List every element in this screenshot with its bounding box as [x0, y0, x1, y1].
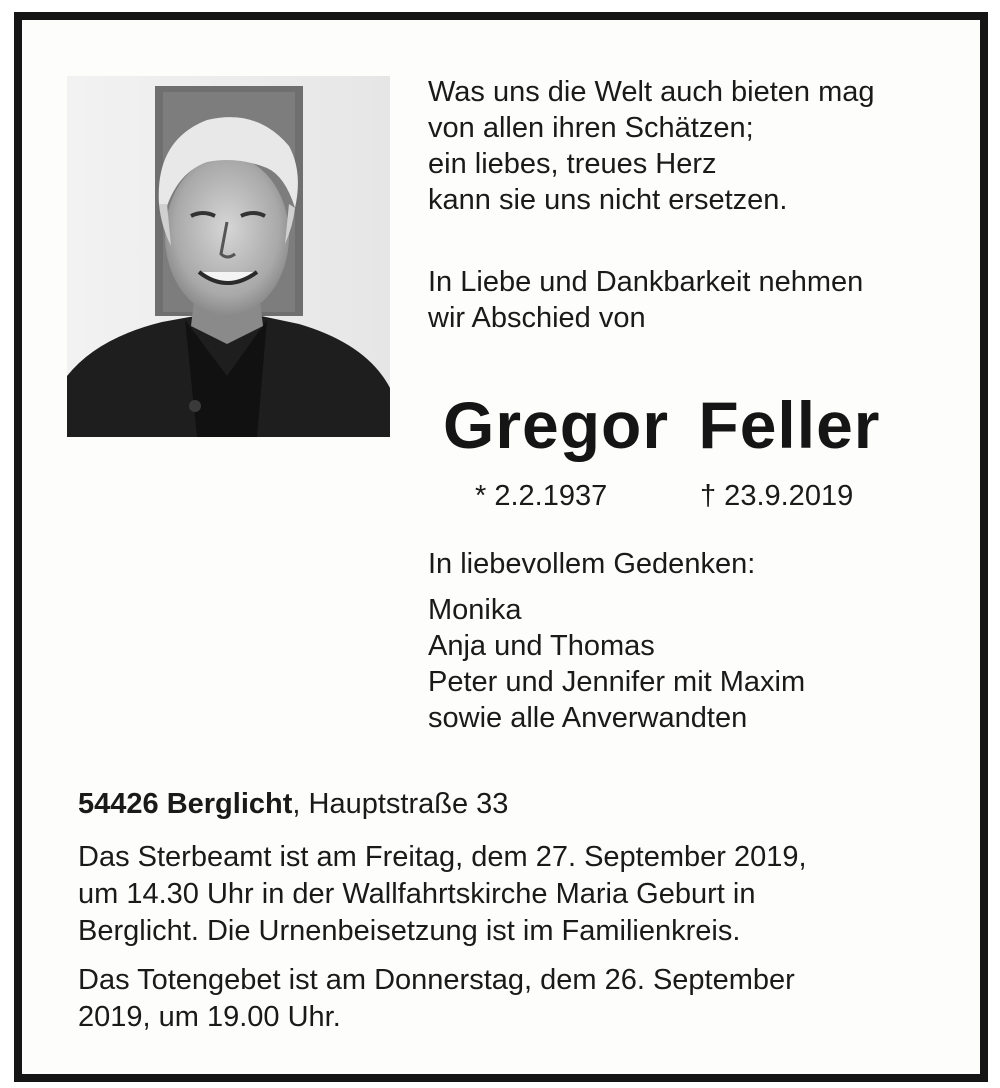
portrait-photo: [67, 76, 390, 437]
prayer-info: [78, 962, 916, 1036]
intro-line: In Liebe und Dankbarkeit nehmen: [428, 266, 864, 298]
poem-line: Was uns die Welt auch bieten mag: [428, 76, 875, 108]
service-line: Berglicht. Die Urnenbeisetzung ist im Familienkreis.: [78, 915, 741, 947]
mourner-entry: sowie alle Anverwandten: [428, 702, 748, 734]
poem: [428, 74, 875, 218]
service-line: um 14.30 Uhr in der Wallfahrtskirche Maria Geburt in: [78, 878, 756, 910]
address-city: 54426 Berglicht: [78, 788, 293, 820]
farewell-intro: [428, 264, 863, 336]
prayer-line: 2019, um 19.00 Uhr.: [78, 1001, 341, 1033]
mourner-entry: Monika: [428, 594, 522, 626]
poem-line: ein liebes, treues Herz: [428, 148, 717, 180]
deceased-name: Gregor Feller: [443, 388, 881, 462]
birth-date: * 2.2.1937: [475, 480, 608, 512]
mourners-list: [428, 592, 805, 736]
intro-line: wir Abschied von: [428, 302, 646, 334]
prayer-line: Das Totengebet ist am Donnerstag, dem 26. September: [78, 964, 795, 996]
service-info: [78, 839, 916, 950]
poem-line: von allen ihren Schätzen;: [428, 112, 754, 144]
memory-label: In liebevollem Gedenken:: [428, 548, 756, 580]
poem-line: kann sie uns nicht ersetzen.: [428, 184, 788, 216]
service-line: Das Sterbeamt ist am Freitag, dem 27. September 2019,: [78, 841, 807, 873]
mourner-entry: Anja und Thomas: [428, 630, 655, 662]
address: [78, 786, 508, 822]
mourner-entry: Peter und Jennifer mit Maxim: [428, 666, 806, 698]
death-date: † 23.9.2019: [700, 480, 854, 512]
address-street: , Hauptstraße 33: [292, 788, 509, 820]
